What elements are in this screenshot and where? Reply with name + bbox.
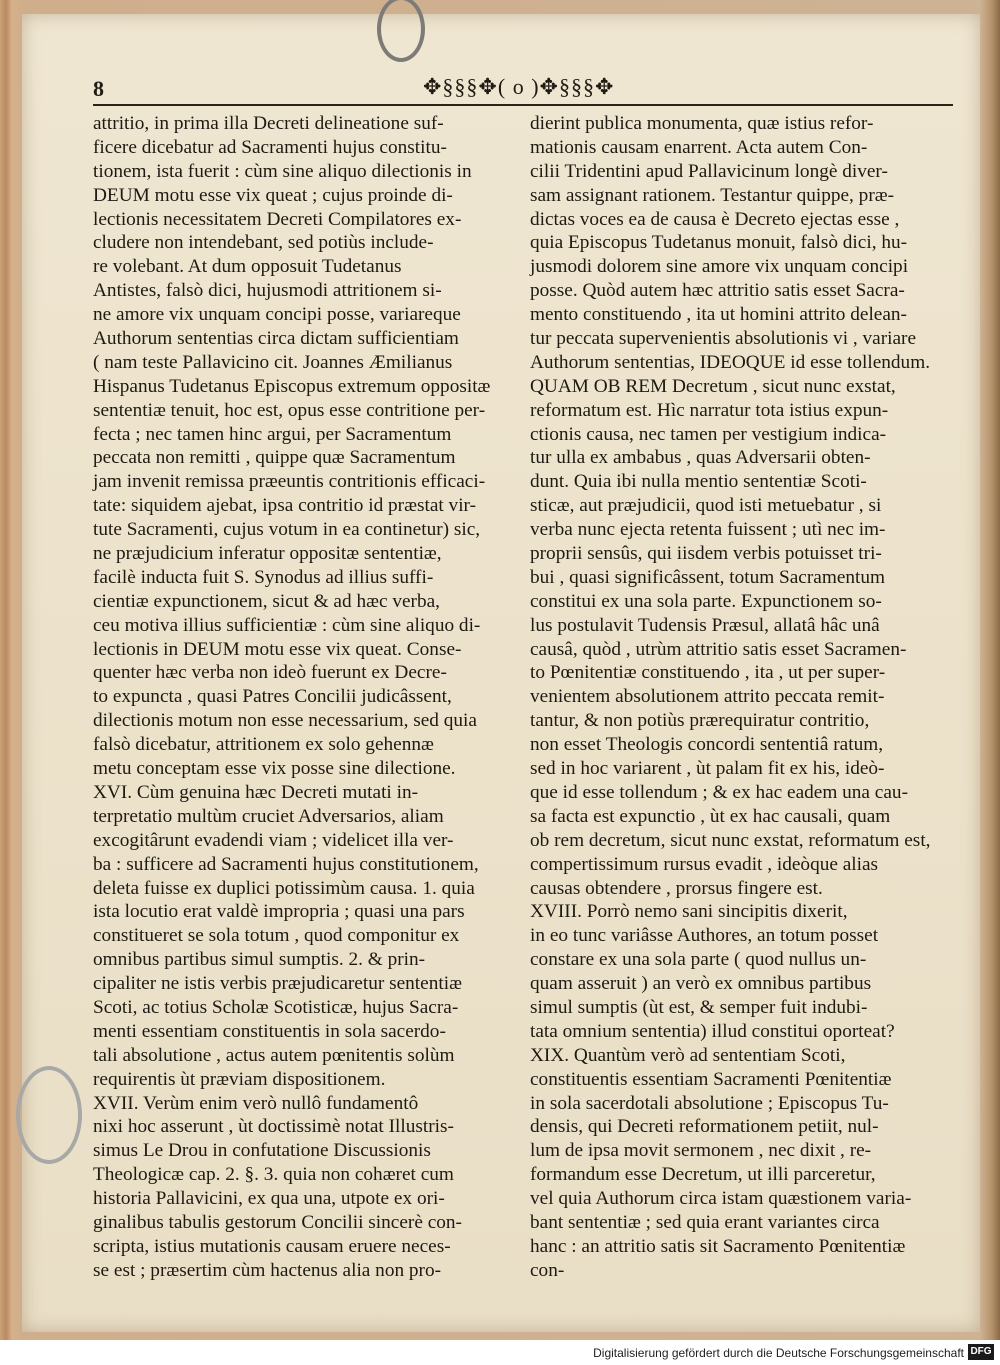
- text-line: fecta ; nec tamen hinc argui, per Sacramentum: [93, 423, 452, 445]
- left-column: [93, 112, 513, 1283]
- footer-bar: [0, 1340, 1000, 1365]
- text-line: facilè inducta fuit S. Synodus ad illius suffi-: [93, 566, 434, 588]
- text-line: sed in hoc variarent , ùt palam fit ex his, ideò-: [530, 758, 885, 780]
- text-line: falsò dicebatur, attritionem ex solo gehennæ: [93, 734, 434, 756]
- text-line: simus Le Drou in confutatione Discussionis: [93, 1140, 431, 1162]
- text-line: scripta, istius mutationis causam eruere neces-: [93, 1235, 451, 1257]
- text-line: XVIII. Porrò nemo sani sincipitis dixerit,: [530, 901, 848, 923]
- text-line: tur ulla ex ambabus , quas Adversarii obten-: [530, 447, 871, 469]
- text-line: ista locutio erat valdè impropria ; quasi una pars: [93, 901, 465, 923]
- text-line: ceu motiva illius sufficientiæ : cùm sine aliquo di-: [93, 614, 481, 636]
- footer-credit: Digitalisierung gefördert durch die Deutsche Forschungsgemeinschaft: [593, 1346, 964, 1360]
- binding-ring-icon: [16, 1066, 82, 1164]
- text-line: constituentis essentiam Sacramenti Pœnitentiæ: [530, 1068, 892, 1090]
- right-column: [530, 112, 950, 1283]
- text-line: tali absolutione , actus autem pœnitentis solùm: [93, 1044, 455, 1066]
- text-line: deleta fuisse ex duplici potissimùm causa. 1. quia: [93, 877, 475, 899]
- text-line: jam invenit remissa præeuntis contritionis efficaci-: [93, 471, 486, 493]
- text-line: XVII. Verùm enim verò nullô fundamentô: [93, 1092, 419, 1114]
- text-line: terpretatio multùm cruciet Adversarios, aliam: [93, 805, 444, 827]
- text-line: Authorum sententias, IDEOQUE id esse tollendum.: [530, 351, 931, 373]
- text-line: tute Sacramenti, cujus votum in ea continetur) sic,: [93, 519, 481, 541]
- text-line: QUAM OB REM Decretum , sicut nunc exstat,: [530, 375, 896, 397]
- text-line: Antistes, falsò dici, hujusmodi attritionem si-: [93, 280, 442, 302]
- text-line: re volebant. At dum opposuit Tudetanus: [93, 256, 402, 278]
- text-line: ba : sufficere ad Sacramenti hujus constitutionem,: [93, 853, 479, 875]
- text-line: ( nam teste Pallavicino cit. Joannes Æmilianus: [93, 351, 453, 373]
- text-line: constitueret se sola totum , quod componitur ex: [93, 925, 460, 947]
- header-rule: [93, 104, 953, 106]
- text-line: ctionis causa, nec tamen per vestigium indica-: [530, 423, 887, 445]
- text-line: ob rem decretum, sicut nunc exstat, reformatum est,: [530, 829, 931, 851]
- text-line: lum de ipsa movit sermonem , nec dixit , re-: [530, 1140, 872, 1162]
- text-line: venientem absolutionem attrito peccata remit-: [530, 686, 885, 708]
- text-line: ne præjudicium inferatur oppositæ sententiæ,: [93, 543, 442, 565]
- text-line: cilii Tridentini apud Pallavicinum longè diver-: [530, 160, 888, 182]
- text-line: ginalibus tabulis gestorum Concilii sincerè con-: [93, 1211, 462, 1233]
- text-line: sententiæ tenuit, hoc est, opus esse contritione per-: [93, 399, 486, 421]
- text-line: mento constituendo , ita ut homini attrito delean-: [530, 304, 907, 326]
- text-line: XVI. Cùm genuina hæc Decreti mutati in-: [93, 781, 419, 803]
- text-line: excogitârunt evadendi viam ; videlicet illa ver-: [93, 829, 454, 851]
- text-line: reformatum est. Hìc narratur tota istius expun-: [530, 399, 889, 421]
- text-line: Scoti, ac totius Scholæ Scotisticæ, hujus Sacra-: [93, 996, 459, 1018]
- text-line: tate: siquidem ajebat, ipsa contritio id præstat vir-: [93, 495, 477, 517]
- text-line: dierint publica monumenta, quæ istius refor-: [530, 113, 874, 134]
- text-line: constare ex una sola parte ( quod nullus un-: [530, 949, 867, 971]
- text-line: constitui ex una sola parte. Expunctionem so-: [530, 590, 882, 612]
- text-line: quia Episcopus Tudetanus monuit, falsò dici, hu-: [530, 232, 908, 254]
- text-line: densis, qui Decreti reformationem petiit, nul-: [530, 1116, 879, 1138]
- text-line: tantur, & non potiùs prærequiratur contritio,: [530, 710, 870, 732]
- text-line: cipaliter ne istis verbis præjudicaretur sententiæ: [93, 973, 462, 995]
- text-line: lectionis in DEUM motu esse vix queat. Conse-: [93, 638, 462, 660]
- text-line: hanc : an attritio satis sit Sacramento Pœnitentiæ: [530, 1235, 906, 1257]
- text-line: omnibus partibus simul sumptis. 2. & prin-: [93, 949, 426, 971]
- text-line: ficere dicebatur ad Sacramenti hujus constitu-: [93, 136, 447, 158]
- text-line: bui , quasi significâssent, totum Sacramentum: [530, 566, 886, 588]
- text-line: non esset Theologis concordi sententiâ ratum,: [530, 734, 884, 756]
- text-line: Hispanus Tudetanus Episcopus extremum oppositæ: [93, 375, 491, 397]
- text-line: sam assignant rationem. Testantur quippe, præ-: [530, 184, 895, 206]
- page-number: 8: [93, 76, 104, 101]
- text-line: quenter hæc verba non ideò fuerunt ex Decre-: [93, 662, 447, 684]
- text-line: sticæ, aut præjudicii, quod isti metuebatur , si: [530, 495, 882, 517]
- text-line: dilectionis motum non esse necessarium, sed quia: [93, 710, 477, 732]
- text-line: dunt. Quia ibi nulla mentio sententiæ Scoti-: [530, 471, 867, 493]
- text-line: verba nunc ejecta retenta fuissent ; utì nec im-: [530, 519, 886, 541]
- text-line: tata omnium sententia) illud constitui oporteat?: [530, 1020, 895, 1042]
- text-line: se est ; præsertim cùm hactenus alia non pro-: [93, 1259, 442, 1281]
- text-line: causâ, quòd , utrùm attritio satis esset Sacramen-: [530, 638, 907, 660]
- text-line: tur peccata supervenientis absolutionis vi , variare: [530, 328, 917, 350]
- text-line: to Pœnitentiæ constituendo , ita , ut per super-: [530, 662, 886, 684]
- text-line: peccata non remitti , quippe quæ Sacramentum: [93, 447, 456, 469]
- text-line: nixi hoc asserunt , ùt doctissimè notat Illustris-: [93, 1116, 454, 1138]
- text-line: metu conceptam esse vix posse sine dilectione.: [93, 758, 456, 780]
- text-line: quam asseruit ) an verò ex omnibus partibus: [530, 973, 872, 995]
- text-line: in eo tunc variâsse Authores, an totum posset: [530, 925, 879, 947]
- text-line: ne amore vix unquam concipi posse, variareque: [93, 304, 461, 326]
- text-line: lus postulavit Tudensis Præsul, allatâ hâc unâ: [530, 614, 880, 636]
- text-line: lectionis necessitatem Decreti Compilatores ex-: [93, 208, 462, 230]
- text-line: in sola sacerdotali absolutione ; Episcopus Tu-: [530, 1092, 889, 1114]
- text-line: Authorum sententias circa dictam sufficientiam: [93, 328, 459, 350]
- text-line: Theologicæ cap. 2. §. 3. quia non cohæret cum: [93, 1164, 454, 1186]
- text-line: cientiæ expunctionem, sicut & ad hæc verba,: [93, 590, 440, 612]
- text-line: causas obtendere , prorsus fingere est.: [530, 877, 823, 899]
- text-line: attritio, in prima illa Decreti delineatione suf-: [93, 113, 444, 134]
- text-line: vel quia Authorum circa istam quæstionem varia-: [530, 1188, 912, 1210]
- text-line: sa facta est expunctio , ùt ex hac causali, quam: [530, 805, 891, 827]
- dfg-logo: DFG: [968, 1344, 994, 1360]
- text-line: XIX. Quantùm verò ad sententiam Scoti,: [530, 1044, 846, 1066]
- text-line: bant sententiæ ; sed quia erant variantes circa: [530, 1211, 880, 1233]
- text-line: mationis causam enarrent. Acta autem Con-: [530, 136, 868, 158]
- header-ornament: ✥§§§✥( o )✥§§§✥: [423, 74, 615, 99]
- text-line: cludere non intendebant, sed potiùs include-: [93, 232, 434, 254]
- text-line: proprii sensûs, qui iisdem verbis potuisset tri-: [530, 543, 882, 565]
- text-line: to expuncta , quasi Patres Concilii judicâssent,: [93, 686, 452, 708]
- text-line: que id esse tollendum ; & ex hac eadem una cau-: [530, 781, 908, 803]
- binding-ring-icon: [377, 0, 425, 62]
- text-line: formandum esse Decretum, ut illi parceretur,: [530, 1164, 876, 1186]
- text-line: menti essentiam constituentis in sola sacerdo-: [93, 1020, 446, 1042]
- text-line: compertissimum rursus evadit , ideòque alias: [530, 853, 879, 875]
- text-line: con-: [530, 1259, 565, 1281]
- text-line: jusmodi dolorem sine amore vix unquam concipi: [530, 256, 909, 278]
- text-line: historia Pallavicini, ex qua una, utpote ex ori-: [93, 1188, 445, 1210]
- text-line: posse. Quòd autem hæc attritio satis esset Sacra-: [530, 280, 905, 302]
- page-header: [93, 74, 953, 104]
- text-line: dictas voces ea de causa è Decreto ejectas esse ,: [530, 208, 900, 230]
- text-line: tionem, ista fuerit : cùm sine aliquo dilectionis in: [93, 160, 472, 182]
- text-line: simul sumptis (ùt est, & semper fuit indubi-: [530, 996, 868, 1018]
- text-line: requirentis ùt præviam dispositionem.: [93, 1068, 386, 1090]
- text-line: DEUM motu esse vix queat ; cujus proinde di-: [93, 184, 453, 206]
